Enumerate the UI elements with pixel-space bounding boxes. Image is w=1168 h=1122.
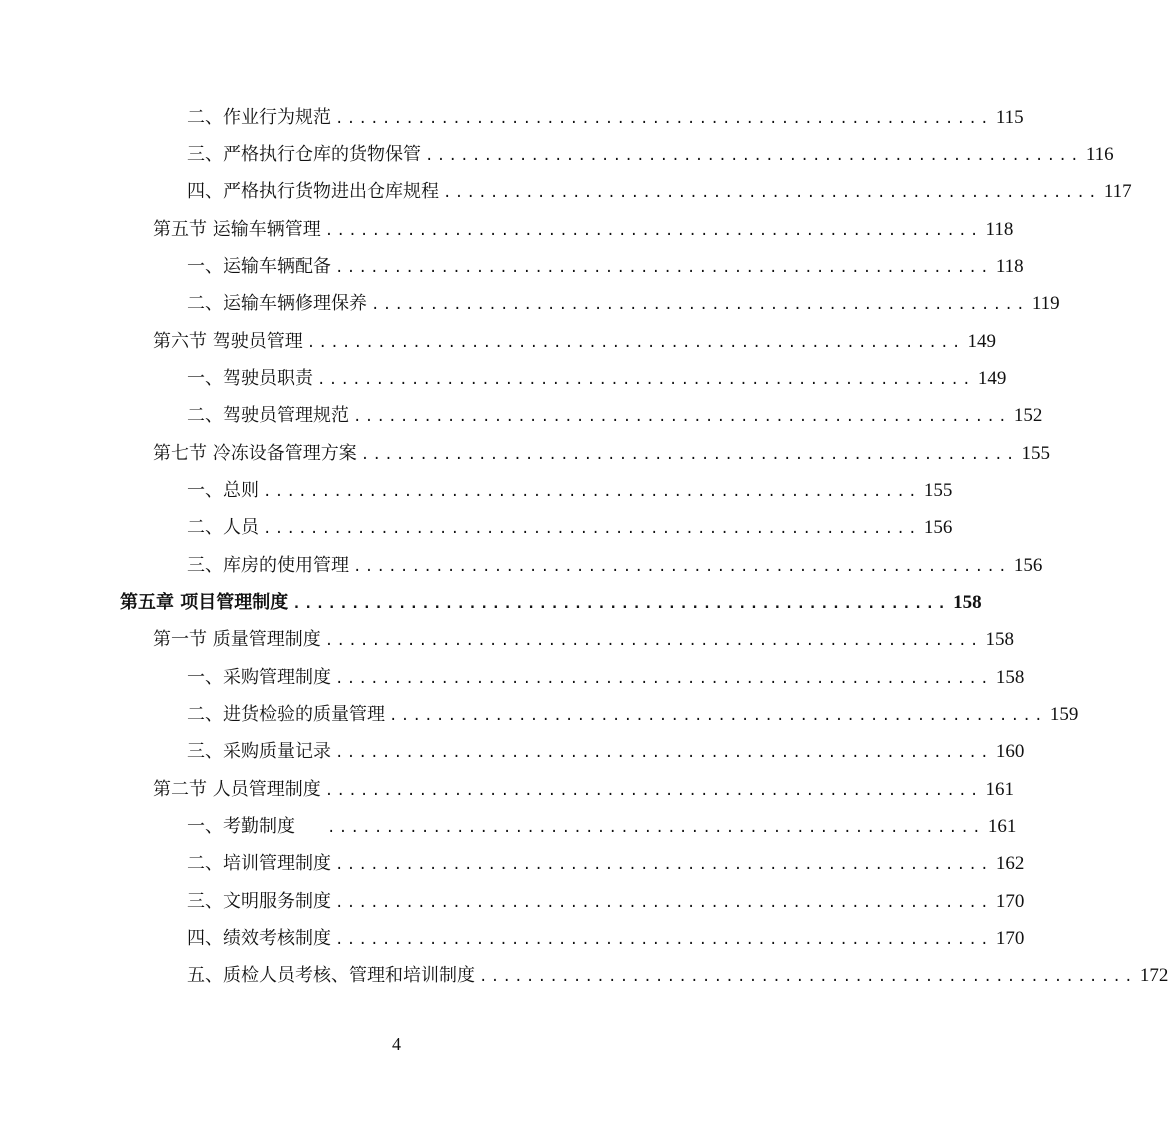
- toc-entry[interactable]: [187, 958, 1168, 988]
- toc-entry-title: 五、质检人员考核、管理和培训制度: [187, 965, 475, 986]
- toc-leader-dots: ........................................................: [360, 447, 1018, 463]
- toc-entry-page: 118: [995, 256, 1024, 277]
- toc-leader-dots: ........................................................: [389, 708, 1046, 724]
- toc-entry-page: 170: [995, 891, 1025, 912]
- toc-leader-dots: ........................................................: [443, 185, 1100, 201]
- toc-entry-title: 三、库房的使用管理: [187, 555, 349, 576]
- toc-entry-title: 一、考勤制度: [187, 816, 295, 837]
- toc-leader-dots: ........................................................: [335, 671, 992, 687]
- toc-entry-title: 第二节 人员管理制度: [153, 779, 321, 800]
- toc-entry[interactable]: [187, 286, 1060, 316]
- toc-entry-title: 三、采购质量记录: [187, 741, 331, 762]
- toc-entry-title: 二、运输车辆修理保养: [187, 293, 367, 314]
- toc-entry-title: 一、驾驶员职责: [187, 368, 313, 389]
- toc-entry-page: 159: [1049, 704, 1079, 725]
- toc-entry-title: 四、绩效考核制度: [187, 928, 331, 949]
- toc-entry-page: 152: [1013, 405, 1043, 426]
- toc-entry-title: 二、培训管理制度: [187, 853, 331, 874]
- toc-entry[interactable]: [187, 846, 1025, 876]
- toc-entry-title: 四、严格执行货物进出仓库规程: [187, 181, 439, 202]
- toc-entry-title: 第一节 质量管理制度: [153, 629, 321, 650]
- toc-entry-page: 156: [923, 517, 953, 538]
- toc-leader-dots: ........................................................: [335, 111, 992, 127]
- toc-entry-page: 161: [987, 816, 1017, 837]
- toc-entry-page: 156: [1013, 555, 1043, 576]
- toc-leader-dots: ........................................................: [335, 260, 992, 276]
- toc-leader-dots: ........................................................: [335, 857, 992, 873]
- toc-leader-dots: ........................................................: [335, 932, 992, 948]
- toc-entry-page: 172: [1139, 965, 1168, 986]
- toc-entry-page: 160: [995, 741, 1025, 762]
- toc-entry-page: 149: [967, 331, 997, 352]
- toc-entry-page: 158: [953, 592, 982, 613]
- toc-entry-title: 三、文明服务制度: [187, 891, 331, 912]
- toc-entry-page: 155: [1021, 443, 1051, 464]
- toc-entry[interactable]: [153, 324, 997, 354]
- toc-leader-dots: ........................................................: [353, 409, 1010, 425]
- toc-leader-dots: ........................................................: [263, 484, 920, 500]
- toc-entry-title: 一、总则: [187, 480, 259, 501]
- toc-entry-page: 162: [995, 853, 1025, 874]
- toc-entry-title: 第五章 项目管理制度: [120, 592, 289, 613]
- toc-leader-dots: ........................................................: [317, 372, 974, 388]
- toc-entry[interactable]: [187, 548, 1043, 578]
- toc-entry-title: 一、运输车辆配备: [187, 256, 331, 277]
- toc-leader-dots: ........................................................: [327, 820, 984, 836]
- toc-leader-dots: ........................................................: [479, 969, 1136, 985]
- toc-entry-title: 第六节 驾驶员管理: [153, 331, 303, 352]
- toc-entry-page: 117: [1103, 181, 1132, 202]
- toc-entry[interactable]: [187, 361, 1007, 391]
- toc-entry-page: 161: [985, 779, 1015, 800]
- toc-entry-page: 116: [1085, 144, 1114, 165]
- toc-entry-page: 170: [995, 928, 1025, 949]
- toc-entry-page: 115: [995, 107, 1024, 128]
- toc-chapter-entry[interactable]: [120, 585, 982, 615]
- toc-entry-title: 二、作业行为规范: [187, 107, 331, 128]
- toc-leader-dots: ........................................................: [292, 596, 950, 612]
- toc-leader-dots: ........................................................: [335, 895, 992, 911]
- toc-entry[interactable]: [153, 436, 1051, 466]
- toc-entry[interactable]: [187, 137, 1114, 167]
- toc-entry-title: 第七节 冷冻设备管理方案: [153, 443, 357, 464]
- toc-entry[interactable]: [187, 809, 1017, 839]
- toc-leader-dots: ........................................................: [324, 633, 982, 649]
- toc-entry-title: 二、驾驶员管理规范: [187, 405, 349, 426]
- toc-leader-dots: ........................................................: [371, 297, 1028, 313]
- toc-entry[interactable]: [187, 734, 1025, 764]
- toc-entry[interactable]: [187, 697, 1079, 727]
- toc-leader-dots: ........................................................: [425, 148, 1082, 164]
- toc-entry-page: 149: [977, 368, 1007, 389]
- toc-entry[interactable]: [187, 921, 1025, 951]
- toc-entry-page: 118: [985, 219, 1014, 240]
- toc-leader-dots: ........................................................: [324, 223, 982, 239]
- toc-entry-title: 第五节 运输车辆管理: [153, 219, 321, 240]
- toc-entry[interactable]: [187, 510, 953, 540]
- page-number: 4: [392, 1034, 401, 1054]
- toc-entry-title: 三、严格执行仓库的货物保管: [187, 144, 421, 165]
- toc-entry-page: 119: [1031, 293, 1060, 314]
- toc-entry-page: 158: [985, 629, 1015, 650]
- toc-entry-page: 155: [923, 480, 953, 501]
- toc-leader-dots: ........................................................: [324, 783, 982, 799]
- toc-entry[interactable]: [153, 622, 1015, 652]
- toc-entry-title: 二、进货检验的质量管理: [187, 704, 385, 725]
- toc-leader-dots: ........................................................: [353, 559, 1010, 575]
- toc-entry[interactable]: [187, 660, 1025, 690]
- toc-entry[interactable]: [153, 772, 1015, 802]
- toc-entry[interactable]: [187, 174, 1132, 204]
- toc-leader-dots: ........................................................: [306, 335, 964, 351]
- toc-leader-dots: ........................................................: [263, 521, 920, 537]
- toc-entry[interactable]: [187, 473, 953, 503]
- toc-entry[interactable]: [187, 398, 1043, 428]
- toc-entry[interactable]: [153, 212, 1014, 242]
- toc-entry[interactable]: [187, 884, 1025, 914]
- toc-entry[interactable]: [187, 100, 1024, 130]
- toc-entry-page: 158: [995, 667, 1025, 688]
- toc-leader-dots: ........................................................: [335, 745, 992, 761]
- toc-entry-title: 一、采购管理制度: [187, 667, 331, 688]
- toc-entry[interactable]: [187, 249, 1024, 279]
- toc-entry-title: 二、人员: [187, 517, 259, 538]
